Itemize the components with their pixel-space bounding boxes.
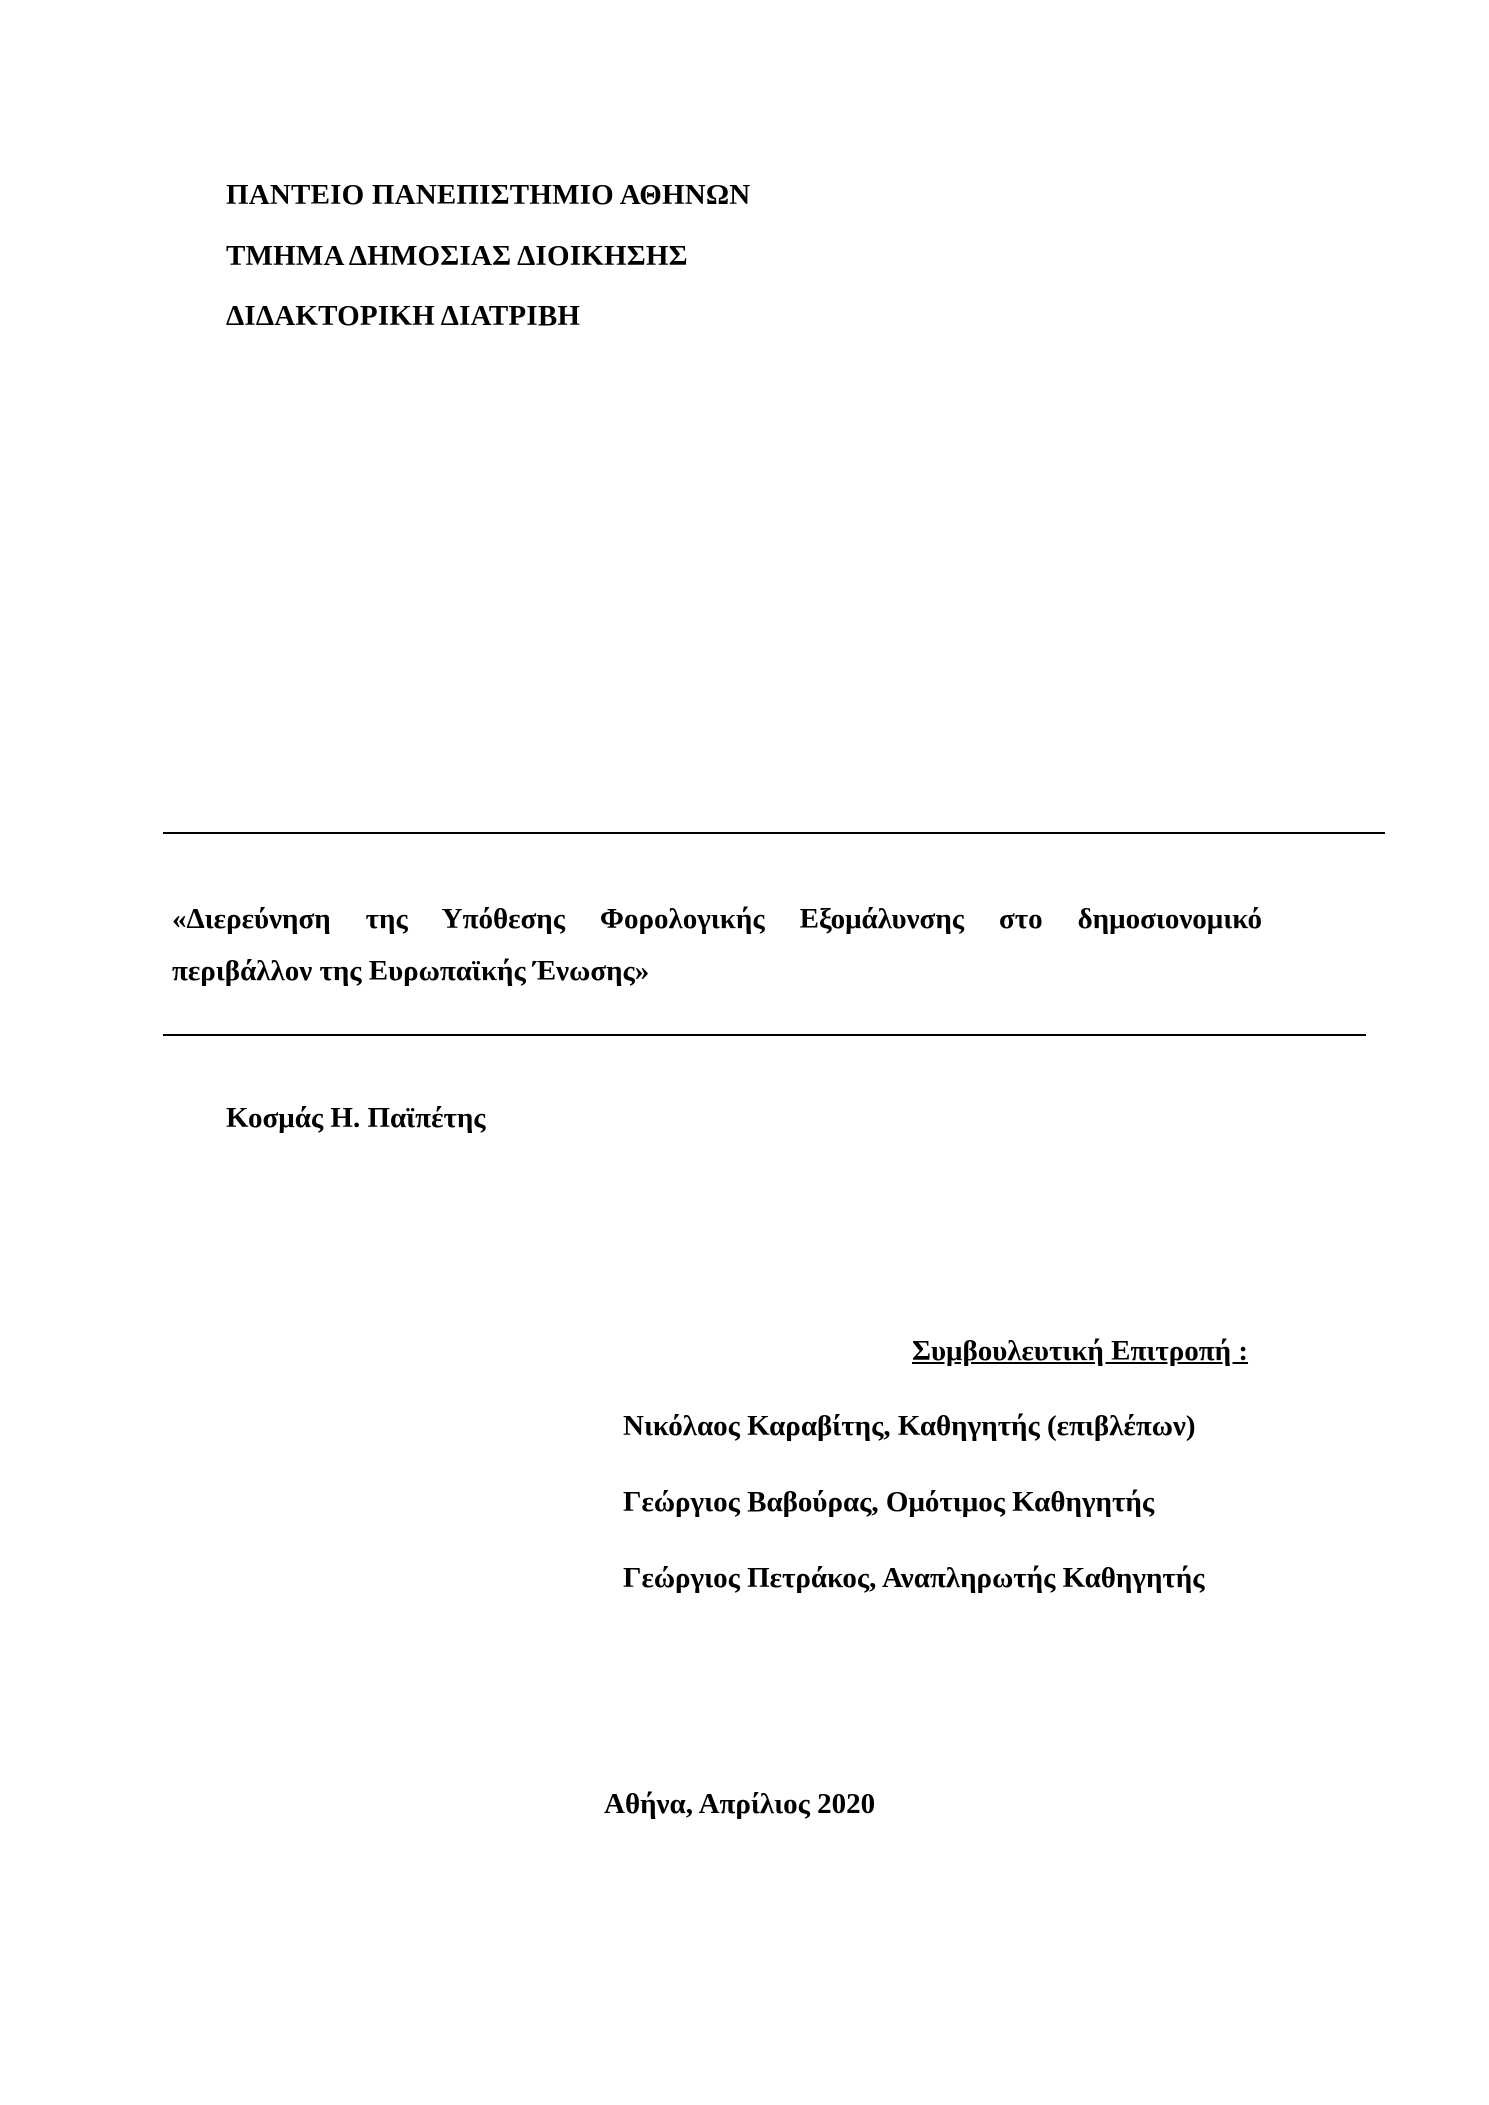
committee-member: Γεώργιος Βαβούρας, Ομότιμος Καθηγητής xyxy=(623,1486,1155,1518)
committee-member: Νικόλαος Καραβίτης, Καθηγητής (επιβλέπων) xyxy=(623,1410,1196,1442)
thesis-title-line-2: περιβάλλον της Ευρωπαϊκής Ένωσης» xyxy=(172,955,650,987)
author-name: Κοσμάς Η. Παϊπέτης xyxy=(226,1102,486,1134)
place-and-date: Αθήνα, Απρίλιος 2020 xyxy=(604,1788,876,1820)
thesis-title xyxy=(172,893,1262,997)
department-name: ΤΜΗΜΑ ΔΗΜΟΣΙΑΣ ΔΙΟΙΚΗΣΗΣ xyxy=(226,240,688,272)
title-bottom-divider xyxy=(163,1034,1366,1036)
title-top-divider xyxy=(163,832,1385,834)
committee-member: Γεώργιος Πετράκος, Αναπληρωτής Καθηγητής xyxy=(623,1562,1205,1594)
thesis-title-line-1: «Διερεύνηση της Υπόθεσης Φορολογικής Εξομάλυνσης στο δημοσιονομικό xyxy=(172,903,1262,935)
university-name: ΠΑΝΤΕΙΟ ΠΑΝΕΠΙΣΤΗΜΙΟ ΑΘΗΝΩΝ xyxy=(226,179,751,211)
committee-heading: Συμβουλευτική Επιτροπή : xyxy=(912,1335,1249,1367)
document-type: ΔΙΔΑΚΤΟΡΙΚΗ ΔΙΑΤΡΙΒΗ xyxy=(226,300,581,332)
